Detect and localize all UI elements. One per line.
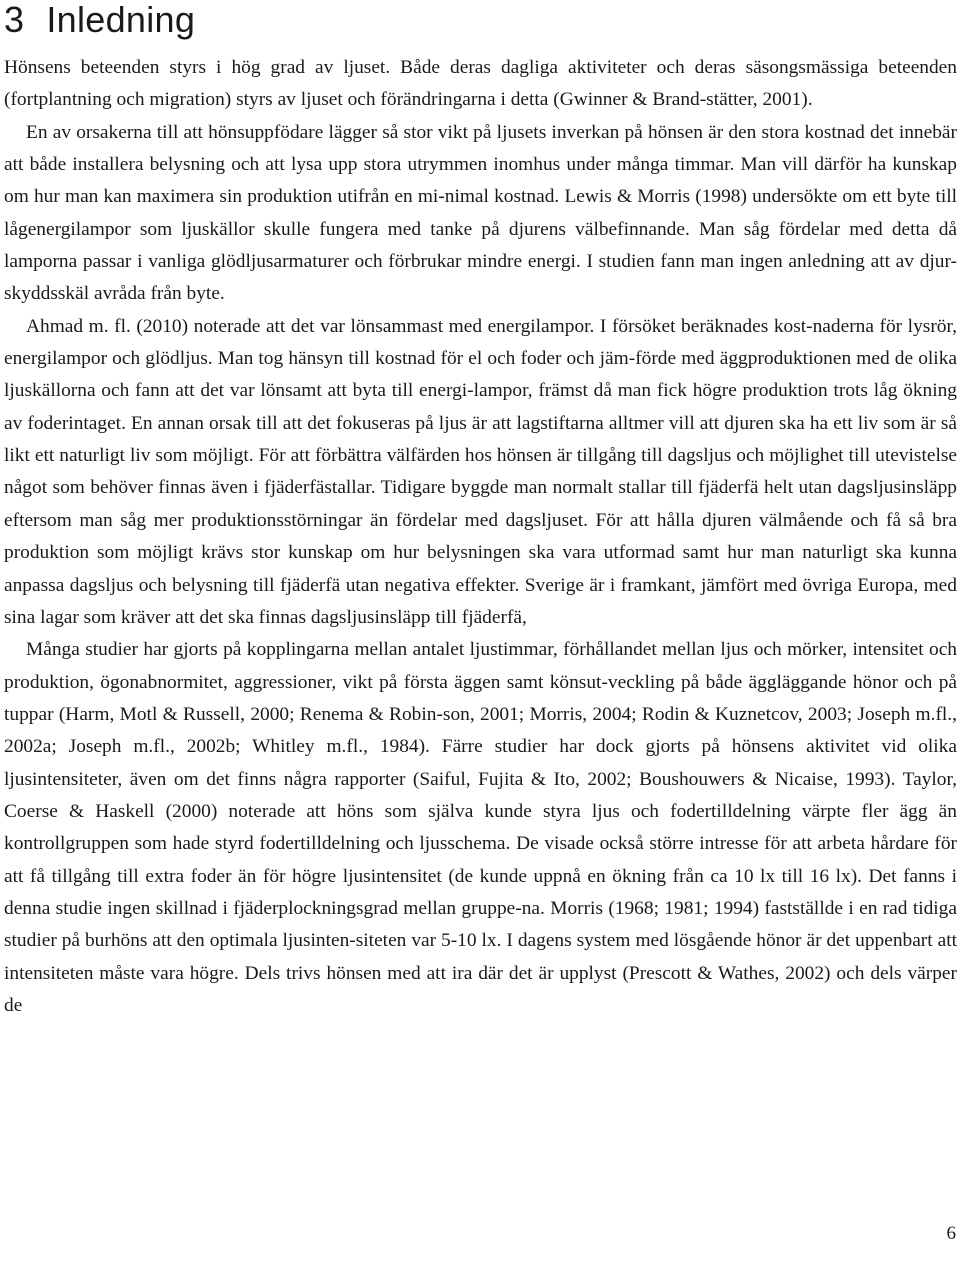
page-number: 6	[946, 1223, 956, 1244]
section-heading	[4, 0, 195, 40]
section-number: 3	[4, 0, 25, 40]
section-title: Inledning	[46, 0, 196, 40]
paragraph-4: Många studier har gjorts på kopplingarna mellan antalet ljustimmar, förhållandet mellan ljus och mörker, intensitet och produktion, ögonabnormitet, aggressioner, vikt på första äggen samt könsut-veckling på både äggläggande hönor och på tuppar (Harm, Motl & Russell, 2000; Renema & Robin-son, 2001; Morris, 2004; Rodin & Kuznetcov, 2003; Joseph m.fl., 2002a; Joseph m.fl., 2002b; Whitley m.fl., 1984). Färre studier har dock gjorts på hönsens aktivitet vid olika ljusintensiteter, även om det finns några rapporter (Saiful, Fujita & Ito, 2002; Boushouwers & Nicaise, 1993). Taylor, Coerse & Haskell (2000) noterade att höns som själva kunde styra ljus och fodertilldelning värpte fler ägg än kontrollgruppen som hade styrd fodertilldelning och ljusschema. De visade också större intresse för att arbeta hårdare för att få tillgång till extra foder än för högre ljusintensitet (de kunde uppnå en ökning från ca 10 lx till 16 lx). Det fanns i denna studie ingen skillnad i fjäderplockningsgrad mellan gruppe-na. Morris (1968; 1981; 1994) fastställde i en rad tidiga studier på burhöns att den optimala ljusinten-siteten var 5-10 lx. I dagens system med lösgående hönor är det uppenbart att intensiteten måste vara högre. Dels trivs hönsen med att ira där det är upplyst (Prescott & Wathes, 2002) och dels värper de	[4, 639, 957, 1016]
paragraph-1: Hönsens beteenden styrs i hög grad av ljuset. Både deras dagliga aktiviteter och deras säsongsmässiga beteenden (fortplantning och migration) styrs av ljuset och förändringarna i detta (Gwinner & Brand-stätter, 2001).	[4, 57, 957, 111]
paragraph-3: Ahmad m. fl. (2010) noterade att det var lönsammast med energilampor. I försöket beräknades kost-naderna för lysrör, energilampor och glödljus. Man tog hänsyn till kostnad för el och foder och jäm-förde med äggproduktionen med de olika ljuskällorna och fann att det var lönsamt att byta till energi-lampor, främst då man fick högre produktion trots låg ökning av foderintaget. En annan orsak till att det fokuseras på ljus är att lagstiftarna alltmer vill att djuren ska ha ett liv som är så likt ett naturligt liv som möjligt. För att förbättra välfärden hos hönsen är tillgång till dagsljus och möjlighet till utevistelse något som behöver finnas även i fjäderfästallar. Tidigare byggde man normalt stallar till fjäderfä helt utan dagsljusinsläpp eftersom man såg mer produktionsstörningar än fördelar med dagsljuset. För att hålla djuren välmående och få så bra produktion som möjligt krävs stor kunskap om hur belysningen ska vara utformad samt hur man naturligt ska kunna anpassa dagsljus och belysning till fjäderfä utan negativa effekter. Sverige är i framkant, jämfört med övriga Europa, med sina lagar som kräver att det ska finnas dagsljusinsläpp till fjäderfä,	[4, 315, 957, 628]
body-text	[4, 52, 957, 1022]
paragraph-2: En av orsakerna till att hönsuppfödare lägger så stor vikt på ljusets inverkan på hönsen är den stora kostnad det innebär att både installera belysning och att lysa upp stora utrymmen inomhus under många timmar. Man vill därför ha kunskap om hur man kan maximera sin produktion utifrån en mi-nimal kostnad. Lewis & Morris (1998) undersökte om ett byte till lågenergilampor som ljuskällor skulle fungera med tanke på djurens välbefinnande. Man såg fördelar med detta då lamporna passar i vanliga glödljusarmaturer och förbrukar mindre energi. I studien fann man ingen anledning att av djur-skyddsskäl avråda från byte.	[4, 121, 957, 305]
